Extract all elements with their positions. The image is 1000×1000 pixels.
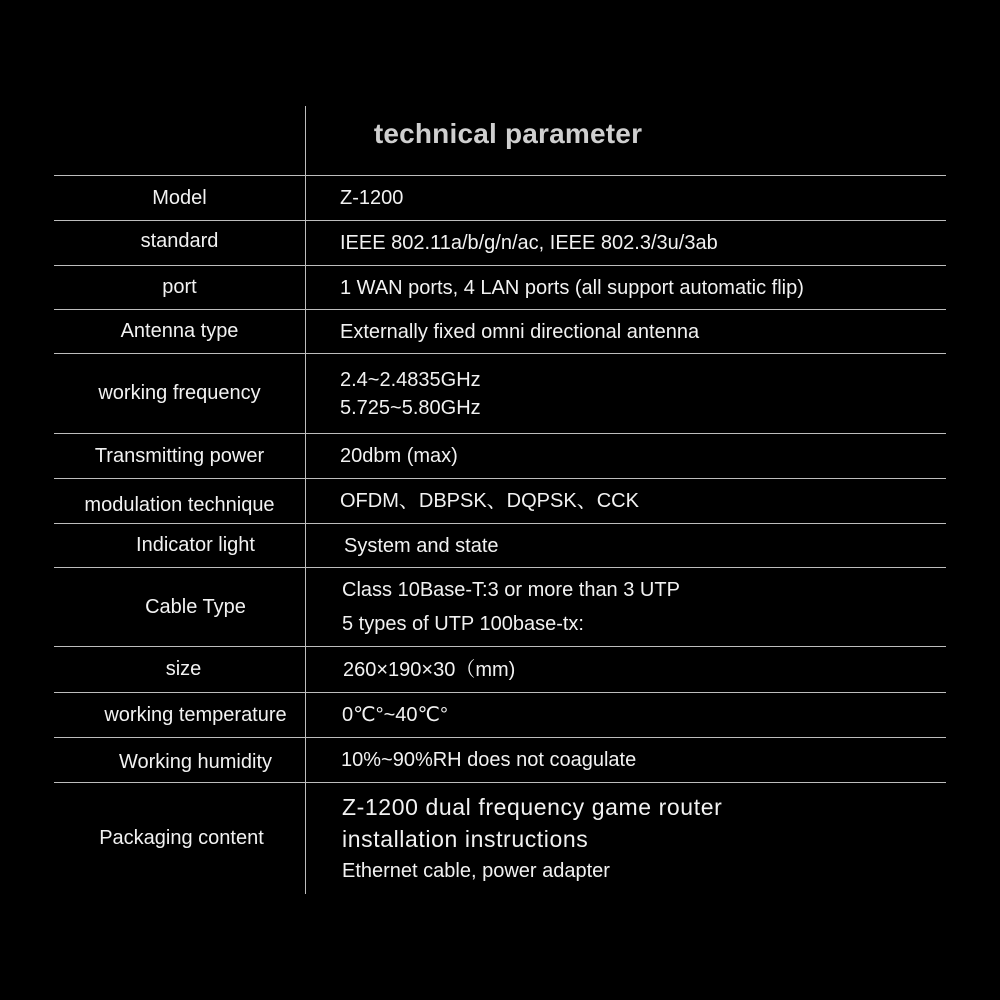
row-value-line: 10%~90%RH does not coagulate (341, 749, 637, 771)
row-value-line: OFDM、DBPSK、DQPSK、CCK (340, 490, 639, 512)
row-value-line: 5.725~5.80GHz (340, 396, 481, 419)
row-label: port (162, 276, 197, 298)
table-row-transmitting-power (54, 434, 946, 478)
row-value-line: 260×190×30（mm) (343, 658, 516, 681)
row-value (342, 693, 946, 737)
row-label: modulation technique (84, 493, 275, 516)
row-label: standard (140, 229, 219, 252)
row-value (344, 524, 946, 567)
table-row-modulation-technique (54, 479, 946, 523)
table-row-antenna-type (54, 310, 946, 353)
row-value (341, 738, 946, 782)
row-value-line: Class 10Base-T:3 or more than 3 UTP (342, 579, 680, 601)
table-row-indicator-light (54, 524, 946, 567)
row-label: Transmitting power (94, 444, 265, 467)
row-label: working temperature (104, 703, 287, 726)
row-value (340, 221, 946, 265)
row-label: Cable Type (145, 595, 246, 618)
row-value (340, 310, 946, 353)
row-value (340, 479, 946, 523)
table-row-model (54, 176, 946, 220)
table-row-working-humidity (54, 738, 946, 782)
row-label: working frequency (98, 382, 261, 404)
row-value (340, 176, 946, 220)
table-row-standard (54, 221, 946, 265)
row-value-line: Z-1200 dual frequency game router (342, 793, 723, 820)
row-value-line: 5 types of UTP 100base-tx: (342, 613, 584, 635)
row-value (342, 783, 946, 894)
row-label: size (165, 658, 202, 680)
row-value-line: Ethernet cable, power adapter (342, 859, 610, 882)
table-title: technical parameter (373, 118, 643, 149)
row-value (340, 354, 946, 433)
row-label: Model (152, 186, 207, 209)
row-value-line: IEEE 802.11a/b/g/n/ac, IEEE 802.3/3u/3ab (340, 232, 718, 254)
row-value-line: 0℃°~40℃° (342, 704, 448, 726)
row-value-line: Z-1200 (340, 187, 404, 209)
table-row-port (54, 266, 946, 309)
row-value (340, 434, 946, 478)
row-value-line: System and state (344, 534, 499, 557)
row-label: Indicator light (136, 534, 255, 556)
row-value (340, 266, 946, 309)
row-value-line: Externally fixed omni directional antenna (340, 320, 700, 343)
row-value (343, 647, 946, 692)
table-row-working-temperature (54, 693, 946, 737)
row-label: Working humidity (118, 750, 273, 773)
table-row-working-frequency (54, 354, 946, 433)
row-value-line: 1 WAN ports, 4 LAN ports (all support automatic flip) (340, 276, 804, 299)
row-value-line: 20dbm (max) (340, 445, 458, 467)
table-row-cable-type (54, 568, 946, 646)
row-label: Packaging content (99, 827, 264, 849)
row-value-line: 2.4~2.4835GHz (340, 368, 481, 391)
table-row-packaging-content (54, 783, 946, 894)
table-row-size (54, 647, 946, 692)
row-label: Antenna type (120, 320, 239, 342)
row-value (342, 568, 946, 646)
row-value-line: installation instructions (342, 825, 589, 852)
